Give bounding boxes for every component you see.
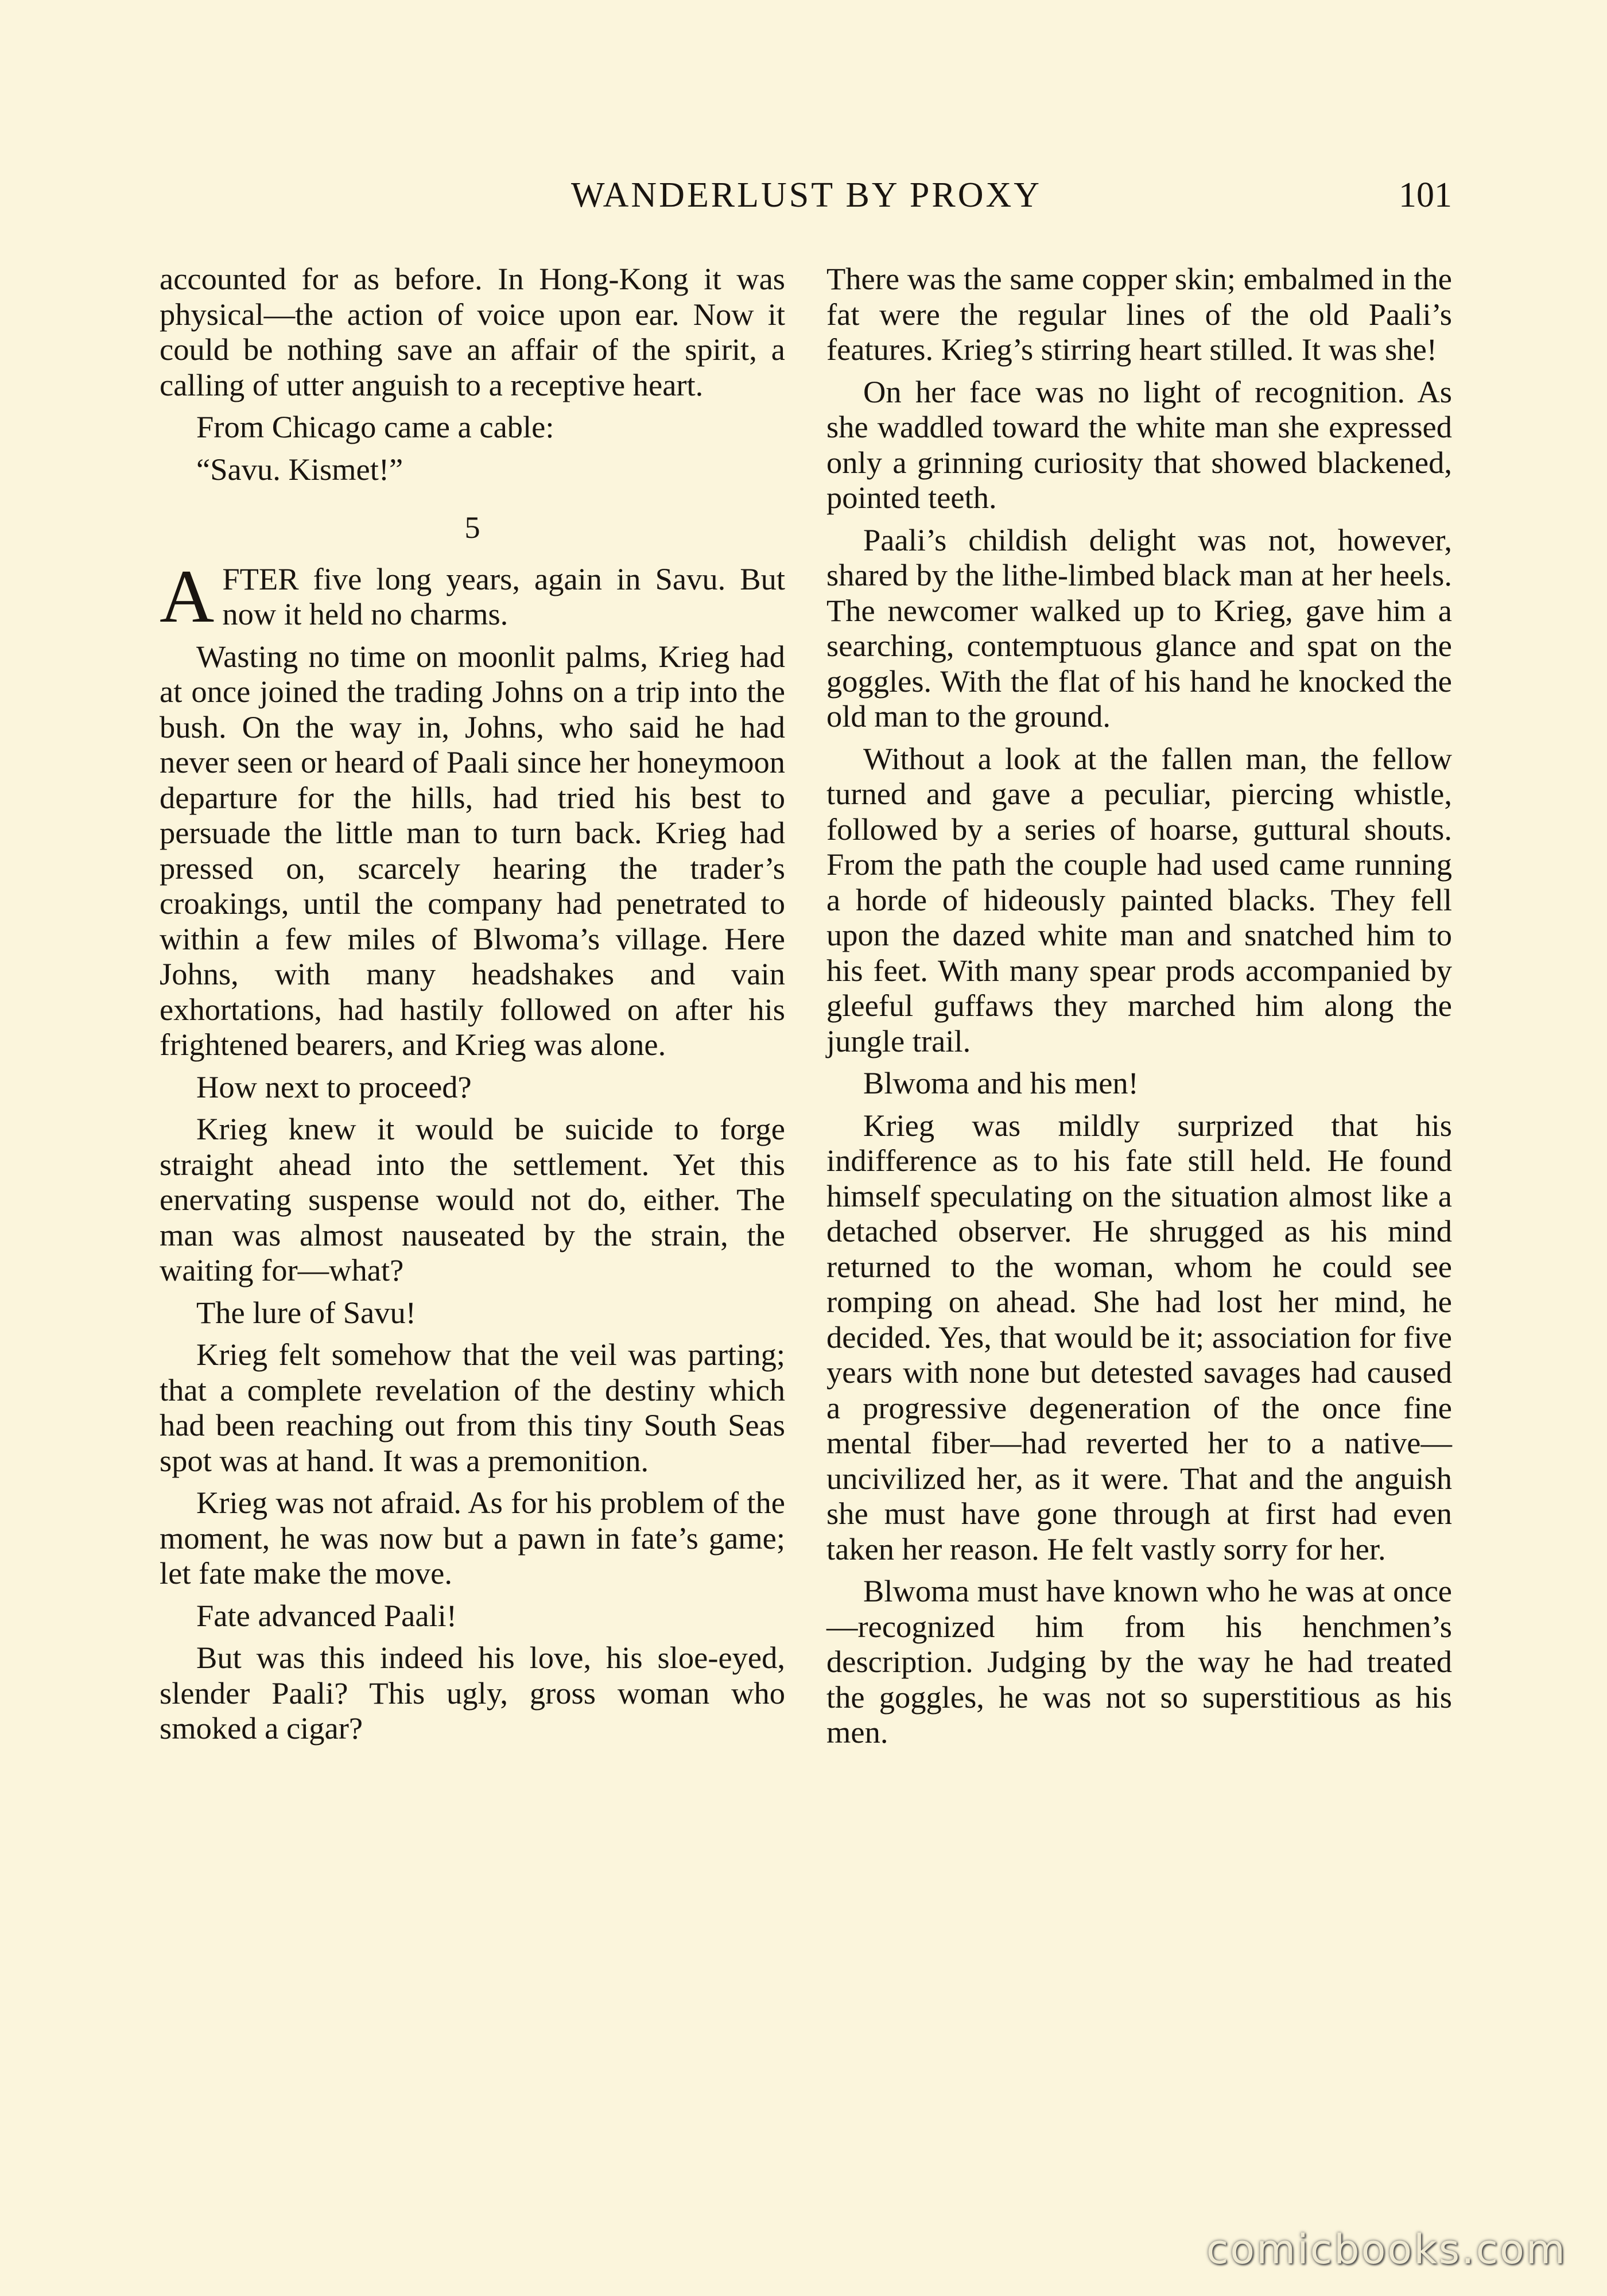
right-column <box>826 261 1452 1757</box>
watermark-logo: comicbooks.com <box>1206 2226 1567 2273</box>
paragraph: “Savu. Kismet!” <box>196 451 403 487</box>
paragraph: Krieg was mildly surprized that his indifference as to his fate still held. He found himself speculating on the situation almost like a detached observer. He shrugged as his mind returned to the woman, whom he could see romping on ahead. She had lost her mind, he decided. Yes, that would be it; association for five years with none but detested savages had caused a progressive degeneration of the once fine mental fiber—had reverted her to a native—uncivilized her, as it were. That and the anguish she must have gone through at first had even taken her reason. He felt vastly sorry for her. <box>826 1107 1452 1566</box>
left-column <box>160 261 785 1753</box>
opening-paragraph <box>160 553 785 638</box>
paragraph: Krieg knew it would be suicide to forge straight ahead into the settlement. Yet this enervating suspense would not do, either. The man was almost nauseated by the strain, the waiting for—what? <box>160 1111 785 1287</box>
opening-text: FTER five long years, again in Savu. But now it held no charms. <box>222 561 785 631</box>
page-header <box>161 175 1452 227</box>
paragraph: But was this indeed his love, his sloe-eyed, slender Paali? This ugly, gross woman who smoked a cigar? <box>160 1640 785 1746</box>
paragraph: Blwoma must have known who he was at once—recognized him from his henchmen’s description. Judging by the way he had treated the goggles, he was not so superstitious as his men. <box>826 1573 1452 1750</box>
section-number: 5 <box>464 510 480 545</box>
paragraph: Wasting no time on moonlit palms, Krieg had at once joined the trading Johns on a trip into the bush. On the way in, Johns, who said he had never seen or heard of Paali since her honeymoon departure for the hills, had tried his best to persuade the little man to turn back. Krieg had pressed on, scarcely hearing the trader’s croakings, until the company had penetrated to within a few miles of Blwoma’s village. Here Johns, with many headshakes and vain exhortations, had hastily followed on after his frightened bearers, and Krieg was alone. <box>160 638 785 1062</box>
paragraph: How next to proceed? <box>196 1069 472 1104</box>
paragraph: Paali’s childish delight was not, however, shared by the lithe-limbed black man at her heels. The newcomer walked up to Krieg, gave him a searching, contemptuous glance and spat on the goggles. With the flat of his hand he knocked the old man to the ground. <box>826 522 1452 734</box>
paragraph: Krieg felt somehow that the veil was parting; that a complete revelation of the destiny which had been reaching out from this tiny South Seas spot was at hand. It was a premonition. <box>160 1337 785 1478</box>
running-title: WANDERLUST BY PROXY <box>570 176 1042 215</box>
paragraph: On her face was no light of recognition. As she waddled toward the white man she expressed only a grinning curiosity that showed blackened, pointed teeth. <box>826 374 1452 515</box>
page-number: 101 <box>1399 176 1452 215</box>
paragraph: Without a look at the fallen man, the fellow turned and gave a peculiar, piercing whistle, followed by a series of hoarse, guttural shouts. From the path the couple had used came running a horde of hideously painted blacks. They fell upon the dazed white man and snatched him to his feet. With many spear prods accompanied by gleeful guffaws they marched him along the jungle trail. <box>826 740 1452 1058</box>
paragraph: There was the same copper skin; embalmed in the fat were the regular lines of the old Paali’s features. Krieg’s stirring heart stilled. It was she! <box>826 261 1452 367</box>
paragraph: The lure of Savu! <box>196 1294 416 1330</box>
paragraph: Krieg was not afraid. As for his problem of the moment, he was now but a pawn in fate’s game; let fate make the move. <box>160 1485 785 1591</box>
paragraph: Blwoma and his men! <box>863 1065 1139 1100</box>
paragraph: From Chicago came a cable: <box>196 409 554 444</box>
drop-cap: A <box>160 553 215 638</box>
paragraph: Fate advanced Paali! <box>196 1597 457 1633</box>
paragraph: accounted for as before. In Hong-Kong it was physical—the action of voice upon ear. Now it could be nothing save an affair of the spirit, a calling of utter anguish to a receptive heart. <box>160 261 785 402</box>
